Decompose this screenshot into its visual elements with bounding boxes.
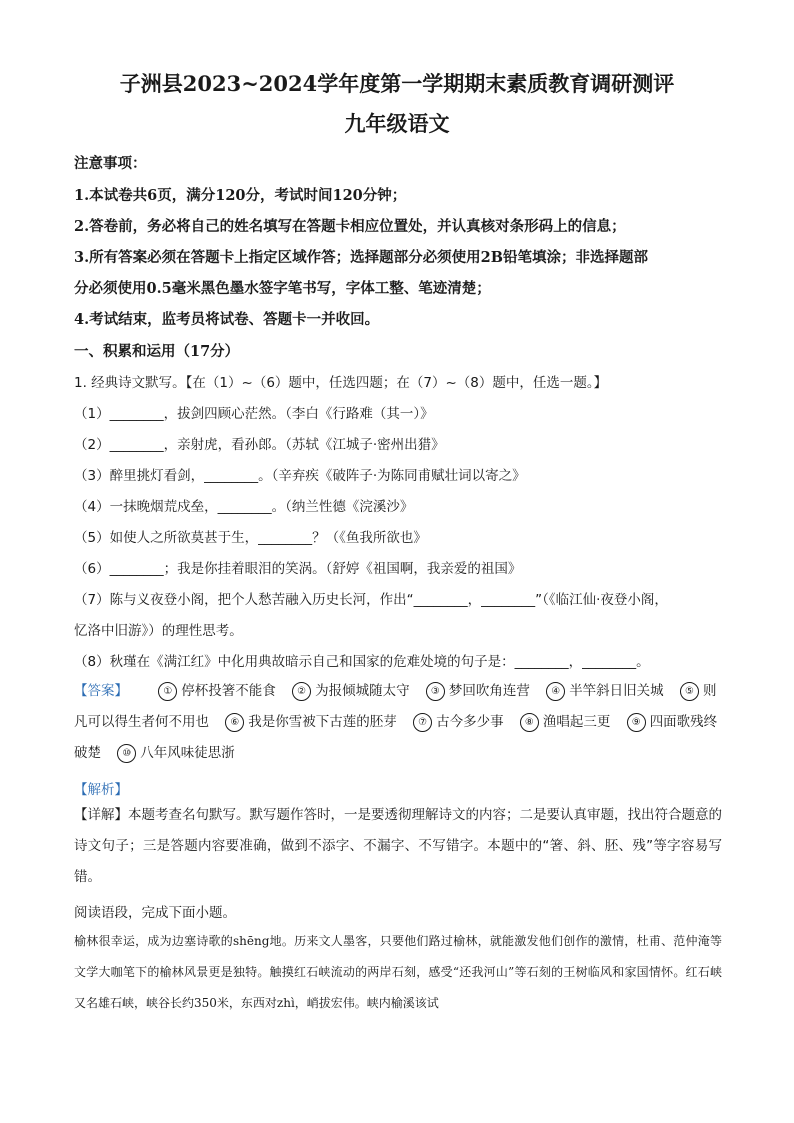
section-heading: 一、积累和运用（17分） bbox=[74, 343, 240, 360]
question-line: （7）陈与义夜登小阁，把个人愁苦融入历史长河，作出“________，________”（《临江仙·夜登小阁， bbox=[74, 592, 668, 608]
notice-item-3: 3.所有答案必须在答题卡上指定区域作答；选择题部分必须使用2B铅笔填涂；非选择题部 bbox=[74, 249, 648, 266]
answer-item: ⑩ 八年风味徒思浙 bbox=[105, 745, 235, 761]
question-line: （5）如使人之所欲莫甚于生，________？（《鱼我所欲也》 bbox=[74, 530, 427, 546]
analysis-label: 【解析】 bbox=[74, 782, 128, 798]
notice-item-4: 4.考试结束，监考员将试卷、答题卡一并收回。 bbox=[74, 311, 380, 328]
analysis-detail: 【详解】本题考查名句默写。默写题作答时，一是要透彻理解诗文的内容；二是要认真审题，找出符合题意的诗文句子；三是答题内容要准确，做到不添字、不漏字、不写错字。本题中的“箸、斜、胚、残”等字容易写错。 bbox=[74, 807, 722, 885]
question-line: （1）________，拔剑四顾心茫然。（李白《行路难（其一）》 bbox=[74, 406, 434, 422]
answer-item: ⑦ 古今多少事 bbox=[401, 714, 504, 730]
exam-subtitle: 九年级语文 bbox=[344, 111, 450, 136]
question-line: 忆洛中旧游》）的理性思考。 bbox=[74, 623, 243, 639]
answer-item: ⑨ 四面歌残终破楚 bbox=[74, 714, 718, 761]
notice-item-3-cont: 分必须使用0.5毫米黑色墨水签字笔书写，字体工整、笔迹清楚； bbox=[74, 280, 491, 297]
reading-intro: 阅读语段，完成下面小题。 bbox=[74, 905, 236, 921]
question-1: 1. 经典诗文默写。【在（1）~（6）题中，任选四题；在（7）~（8）题中，任选一题。】 bbox=[74, 375, 608, 391]
question-line: （2）________，亲射虎，看孙郎。（苏轼《江城子·密州出猎》 bbox=[74, 437, 445, 453]
exam-title: 子洲县2023~2024学年度第一学期期末素质教育调研测评 bbox=[119, 71, 675, 96]
question-line: （6）________；我是你挂着眼泪的笑涡。（舒婷《祖国啊，我亲爱的祖国》 bbox=[74, 561, 522, 577]
reading-passage: 榆林很幸运，成为边塞诗歌的shēng地。历来文人墨客，只要他们路过榆林，就能激发他们创作的激情，杜甫、范仲淹等文学大咖笔下的榆林风景更是独特。触摸红石峡流动的两岸石刻，感受“还我河山”等石刻的王树临风和家国情怀。红石峡又名雄石峡，峡谷长约350米，东西对zhì，峭拔宏伟。峡内榆溪该试 bbox=[74, 934, 722, 1010]
question-line: （4）一抹晚烟荒戍垒，________。（纳兰性德《浣溪沙》 bbox=[74, 499, 414, 515]
notice-item-1: 1.本试卷共6页，满分120分，考试时间120分钟； bbox=[74, 187, 407, 204]
notice-heading: 注意事项： bbox=[74, 155, 147, 172]
answer-block bbox=[74, 676, 722, 769]
answer-item: ① 停杯投箸不能食 bbox=[146, 683, 276, 699]
answer-item: ④ 半竿斜日旧关城 bbox=[534, 683, 664, 699]
question-line: （3）醉里挑灯看剑，________。（辛弃疾《破阵子·为陈同甫赋壮词以寄之》 bbox=[74, 468, 526, 484]
answer-label: 【答案】 bbox=[74, 683, 128, 699]
answer-item: ② 为报倾城随太守 bbox=[280, 683, 410, 699]
answer-item: ⑧ 渔唱起三更 bbox=[508, 714, 611, 730]
answer-item: ③ 梦回吹角连营 bbox=[414, 683, 530, 699]
notice-item-2: 2.答卷前，务必将自己的姓名填写在答题卡相应位置处，并认真核对条形码上的信息； bbox=[74, 218, 626, 235]
answer-item: ⑥ 我是你雪被下古莲的胚芽 bbox=[213, 714, 397, 730]
answer-item: ⑤ 则凡可以得生者何不用也 bbox=[74, 683, 717, 730]
question-line: （8）秋瑾在《满江红》中化用典故暗示自己和国家的危难处境的句子是：________，________。 bbox=[74, 654, 650, 670]
